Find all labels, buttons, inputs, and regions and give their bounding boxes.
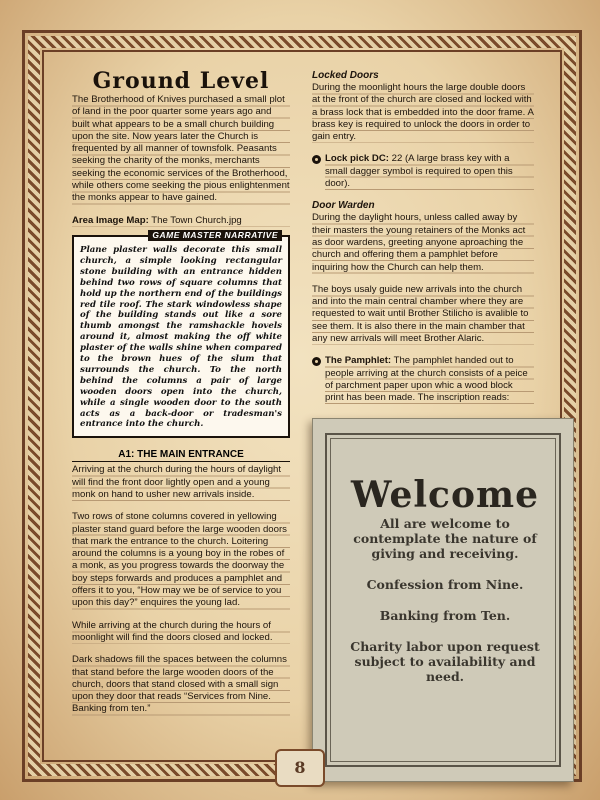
- main-entrance-paragraph: While arriving at the church during the hours of moonlight will find the doors closed and locked.: [72, 620, 290, 645]
- main-entrance-paragraph: Two rows of stone columns covered in yellowing plaster stand guard before the large wooden doors that mark the entrance to the church. Loitering around the columns is a young boy in the robes of a monk, as you progress towards the doorway the boy steps forwards and produces a pamphlet and offers it to you, “How may we be of service to you upon this day?” enquires the young lad.: [72, 511, 290, 609]
- lockpick-item: [312, 153, 534, 190]
- pamphlet-line: Charity labor upon request subject to availability and need.: [350, 639, 540, 684]
- game-master-narrative-box: [72, 229, 290, 438]
- gear-bullet-icon: [312, 155, 321, 164]
- page-number-badge: [275, 749, 325, 787]
- pamphlet-title: Welcome: [350, 474, 539, 516]
- gear-bullet-icon: [312, 357, 321, 366]
- area-image-map-value: The Town Church.jpg: [151, 214, 242, 226]
- pamphlet-line: Confession from Nine.: [366, 577, 524, 592]
- main-entrance-paragraph: Dark shadows fill the spaces between the columns that stand before the large wooden doors of the church, doors that stand closed with a small sign upon they door that reads “Services from Nine. Banking from ten.”: [72, 654, 290, 715]
- pamphlet-line: Banking from Ten.: [379, 608, 511, 623]
- door-warden-heading: Door Warden: [312, 200, 375, 212]
- pamphlet-item: [312, 355, 534, 404]
- narrative-label: GAME MASTER NARRATIVE: [148, 230, 282, 241]
- lockpick-label: Lock pick DC:: [325, 153, 389, 165]
- intro-paragraph: The Brotherhood of Knives purchased a small plot of land in the poor quarter some years ago and built what appears to be a small church building upon the site. Now years later the Church is frequented by all manner of townsfolk. Peasants seeking the charity of the monks, merchants seeking the economic services of the Brotherhood, while others come seeking the pious enlightenment the monks appear to have gained.: [72, 94, 290, 204]
- area-image-map-label: Area Image Map:: [72, 214, 149, 226]
- main-entrance-heading: A1: THE MAIN ENTRANCE: [72, 448, 290, 462]
- pamphlet-image: [312, 418, 574, 782]
- door-warden-paragraph: During the daylight hours, unless called away by their masters the young retainers of the Monks act as door wardens, greeting anyone aproaching the church and offering them a pamphlet before inquiring how the Church can help them.: [312, 212, 534, 273]
- area-image-map: [72, 215, 290, 227]
- page-title: Ground Level: [92, 68, 270, 94]
- door-warden-paragraph: The boys usaly guide new arrivals into the church and into the main central chamber where they are requested to wait until Brother Stilicho is avalible to see them. It is also there in the main chamber that any new arrivals will meet Brother Alaric.: [312, 284, 534, 345]
- left-column: [72, 70, 290, 716]
- lockpick-text: 22 (A large brass key with a small dagger symbol is required to open this door).: [325, 153, 513, 190]
- narrative-text: Plane plaster walls decorate this small church, a simple looking rectangular stone building with an entrance hidden behind two rows of square columns that hold up the northern end of the buildings red tile roof. The stark windowless shape of the building stands out like a sore thumb amongst the ramshackle hovels around it, almost making the off white plaster of the walls shine when compared to the brown hues of the slum that surrounds the church. To the north behind the columns a pair of large wooden doors open into the church, while a single wooden door to the south acts as a back-door or tradesman's entrance into the church.: [80, 244, 282, 430]
- pamphlet-note-text: The pamphlet handed out to people arriving at the church consists of a peice of parchment paper upon whic a wood block print has been made. The inscription reads:: [325, 355, 528, 404]
- main-entrance-paragraph: Arriving at the church during the hours of daylight will find the front door lightly open and a young monk on hand to usher new arrivals inside.: [72, 464, 290, 501]
- pamphlet-content: [339, 474, 551, 684]
- page-number: 8: [294, 758, 306, 777]
- locked-doors-heading: Locked Doors: [312, 70, 379, 81]
- right-column: [312, 70, 534, 405]
- locked-doors-text: During the moonlight hours the large double doors at the front of the church are closed and locked with a brass lock that is embedded into the door frame. A brass key is required to unlock the doors in order to gain entry.: [312, 82, 534, 143]
- pamphlet-line: All are welcome to contemplate the nature of giving and receiving.: [353, 516, 537, 561]
- pamphlet-label: The Pamphlet:: [325, 355, 392, 367]
